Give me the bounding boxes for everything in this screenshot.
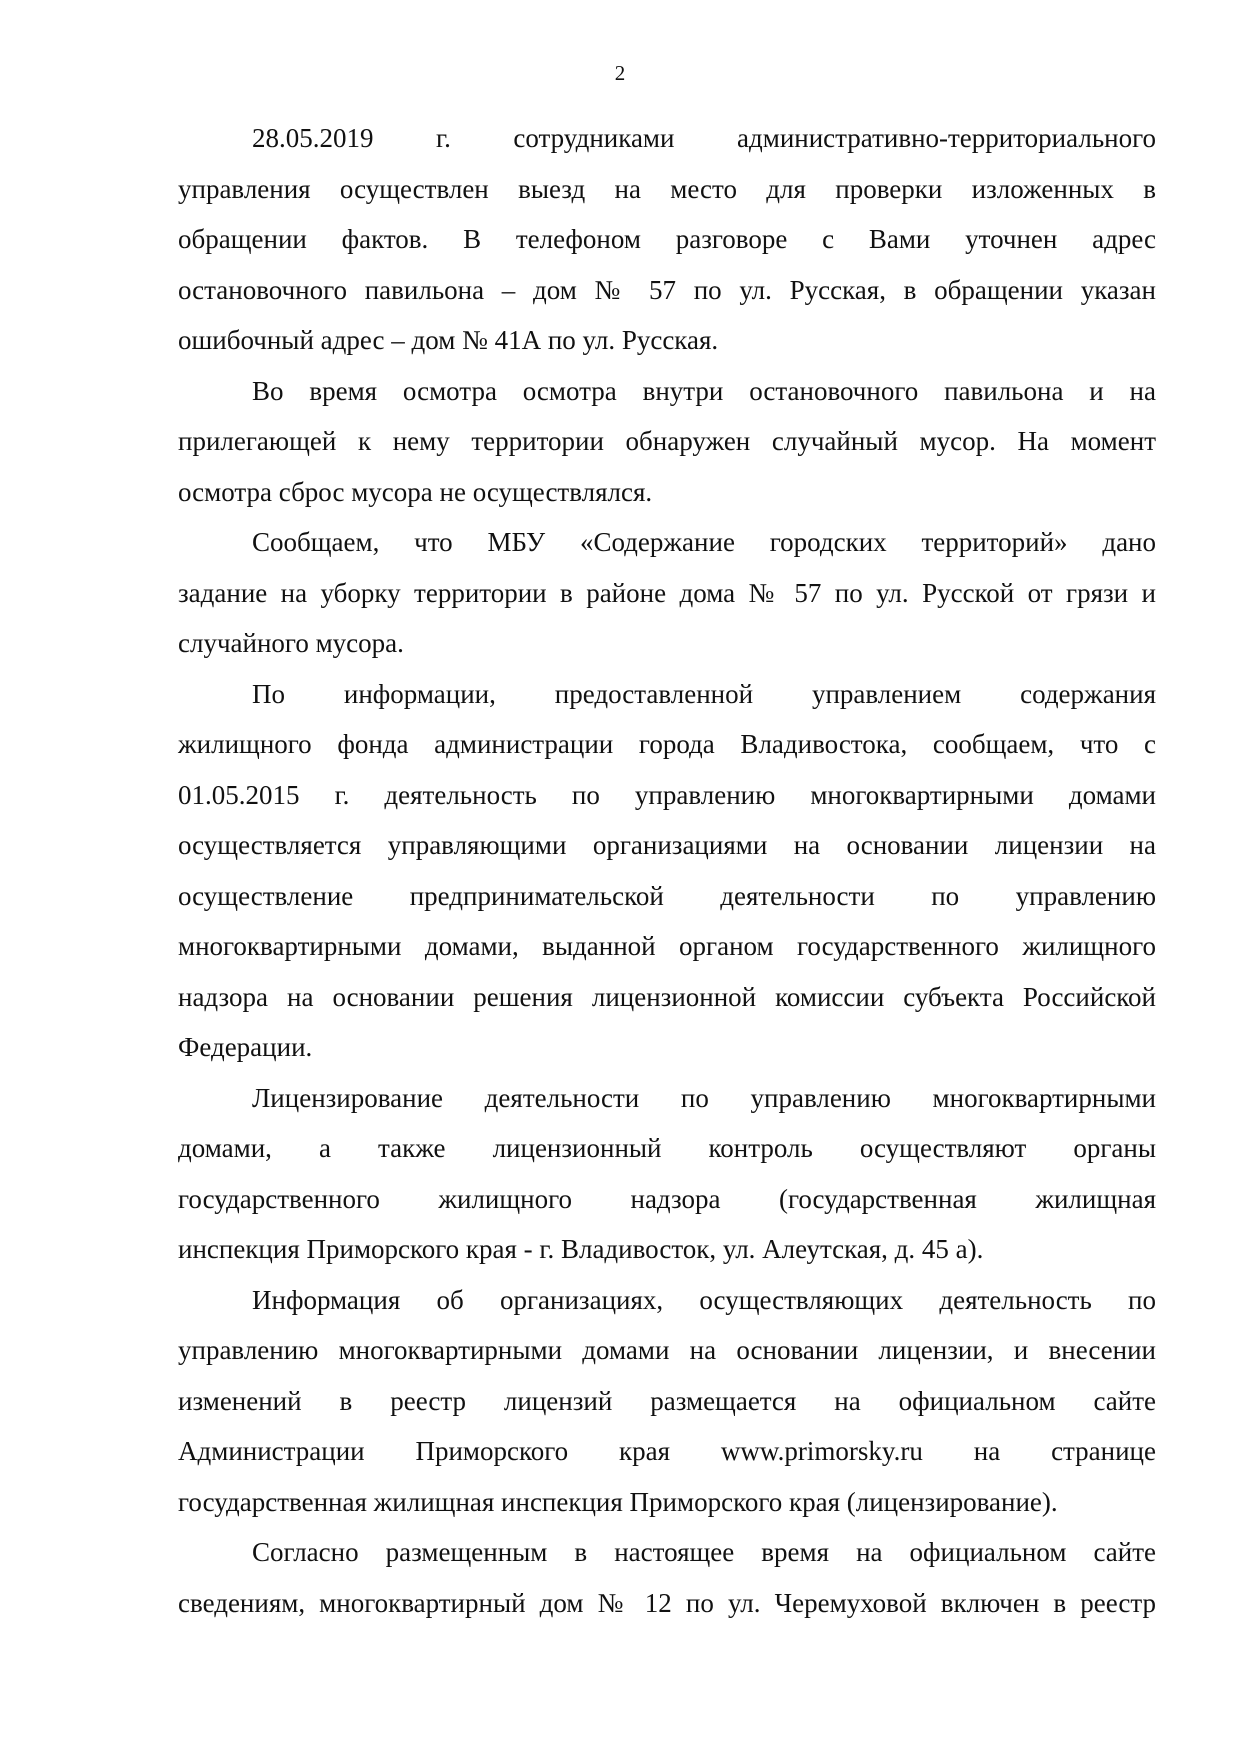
text-line: остановочного павильона – дом № 57 по ул. Русская, в обращении указан	[178, 274, 1156, 305]
text-line: Федерации.	[178, 1032, 313, 1062]
text-line: 01.05.2015 г. деятельность по управлению многоквартирными домами	[178, 779, 1156, 810]
text-line: Сообщаем, что МБУ «Содержание городских территорий» дано	[252, 527, 1156, 557]
text-line: сведениям, многоквартирный дом № 12 по ул. Черемуховой включен в реестр	[178, 1587, 1156, 1618]
text-line: По информации, предоставленной управлением содержания	[252, 678, 1156, 709]
text-line: инспекция Приморского края - г. Владивосток, ул. Алеутская, д. 45 а).	[178, 1234, 984, 1264]
text-line: надзора на основании решения лицензионной комиссии субъекта Российской	[178, 981, 1156, 1012]
text-line: 28.05.2019 г. сотрудниками административно-территориального	[252, 123, 1156, 153]
text-line: Администрации Приморского края www.primorsky.ru на странице	[178, 1436, 1156, 1466]
text-line: Информация об организациях, осуществляющих деятельность по	[252, 1284, 1156, 1315]
text-line: управлению многоквартирными домами на основании лицензии, и внесении	[178, 1335, 1156, 1365]
text-line: ошибочный адрес – дом № 41А по ул. Русская.	[178, 325, 719, 355]
paragraph-cleaning-task	[178, 517, 1156, 669]
text-line: государственного жилищного надзора (государственная жилищная	[178, 1183, 1156, 1214]
text-line: случайного мусора.	[178, 628, 404, 658]
text-line: домами, а также лицензионный контроль осуществляют органы	[178, 1133, 1156, 1163]
text-line: Во время осмотра осмотра внутри остановочного павильона и на	[252, 375, 1156, 406]
text-line: обращении фактов. В телефоном разговоре с Вами уточнен адрес	[178, 224, 1156, 254]
paragraph-housing-management	[178, 669, 1156, 1073]
paragraph-inspection-result	[178, 366, 1156, 518]
text-line: осуществляется управляющими организациями на основании лицензии на	[178, 830, 1156, 860]
text-line: многоквартирными домами, выданной органом государственного жилищного	[178, 931, 1156, 961]
text-line: изменений в реестр лицензий размещается на официальном сайте	[178, 1385, 1156, 1416]
paragraph-inspection-visit	[178, 113, 1156, 366]
paragraph-registry-info	[178, 1275, 1156, 1528]
document-body	[178, 113, 1156, 1628]
paragraph-licensing	[178, 1073, 1156, 1275]
text-line: управления осуществлен выезд на место для проверки изложенных в	[178, 173, 1156, 204]
text-line: государственная жилищная инспекция Приморского края (лицензирование).	[178, 1486, 1058, 1517]
text-line: осуществление предпринимательской деятельности по управлению	[178, 880, 1156, 911]
text-line: прилегающей к нему территории обнаружен случайный мусор. На момент	[178, 426, 1156, 456]
paragraph-registry-status	[178, 1527, 1156, 1628]
text-line: задание на уборку территории в районе дома № 57 по ул. Русской от грязи и	[178, 577, 1156, 608]
page-number: 2	[614, 61, 626, 85]
text-line: осмотра сброс мусора не осуществлялся.	[178, 476, 653, 507]
text-line: Согласно размещенным в настоящее время на официальном сайте	[252, 1537, 1156, 1567]
text-line: Лицензирование деятельности по управлению многоквартирными	[252, 1082, 1156, 1113]
text-line: жилищного фонда администрации города Владивостока, сообщаем, что с	[178, 729, 1156, 759]
